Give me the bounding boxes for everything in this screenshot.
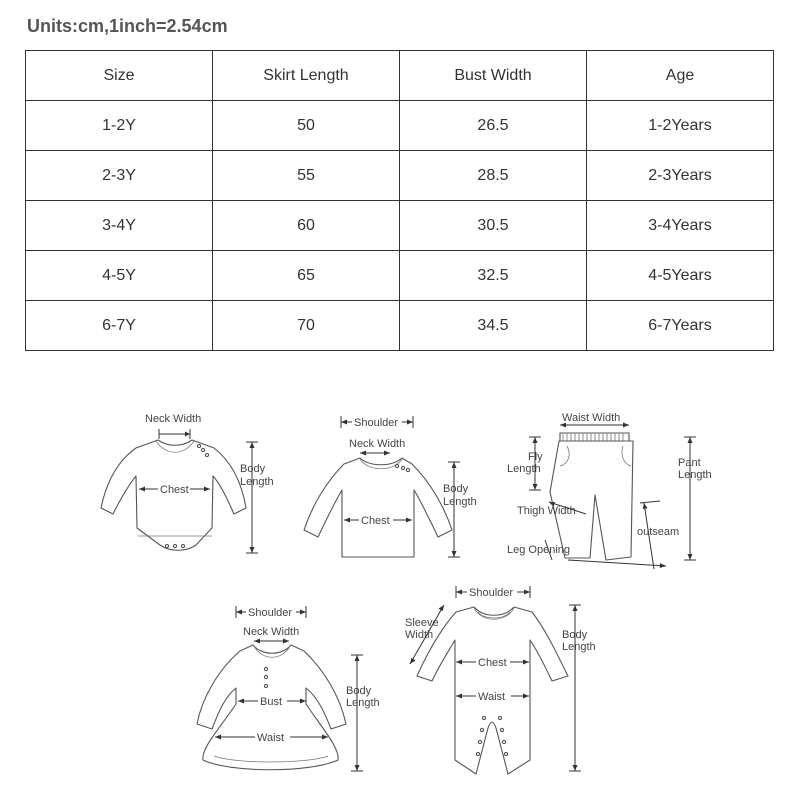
units-note: Units:cm,1inch=2.54cm [27,16,228,36]
table-header-row [26,51,774,101]
cell-age: 1-2Years [587,101,774,151]
cell-size: 3-4Y [26,201,213,251]
bodysuit-chest-label: Chest [160,484,189,496]
table-row [26,301,774,351]
bodysuit-diagram [101,413,274,553]
table-row [26,201,774,251]
pants-waist-width-label: Waist Width [562,412,621,424]
header-skirt-length: Skirt Length [213,51,400,101]
romper-shoulder-label: Shoulder [469,587,514,599]
top-outline [304,458,452,557]
romper-sleeve-width-label-2: Width [405,629,434,641]
romper-waist-label: Waist [478,691,506,703]
cell-skirt-length: 70 [213,301,400,351]
table-row [26,151,774,201]
cell-skirt-length: 65 [213,251,400,301]
cell-skirt-length: 60 [213,201,400,251]
table-row [26,251,774,301]
top-neck-width-label: Neck Width [349,438,406,450]
romper-chest-label: Chest [478,657,507,669]
pants-outseam-label: outseam [637,526,680,538]
cell-bust-width: 26.5 [400,101,587,151]
top-body-length-label-1: Body [443,483,469,495]
cell-age: 3-4Years [587,201,774,251]
cell-age: 2-3Years [587,151,774,201]
cell-size: 6-7Y [26,301,213,351]
dress-waist-label: Waist [257,732,285,744]
dress-body-length-label-2: Length [346,697,380,709]
table-row [26,101,774,151]
cell-skirt-length: 55 [213,151,400,201]
pants-fly-length-label-2: Length [507,463,541,475]
dress-shoulder-label: Shoulder [248,607,293,619]
header-bust-width: Bust Width [400,51,587,101]
pants-thigh-width-label: Thigh Width [517,505,576,517]
cell-bust-width: 34.5 [400,301,587,351]
cell-age: 4-5Years [587,251,774,301]
bodysuit-neck-width-label: Neck Width [145,413,202,425]
cell-bust-width: 30.5 [400,201,587,251]
cell-bust-width: 28.5 [400,151,587,201]
measurement-diagrams [0,400,800,800]
cell-skirt-length: 50 [213,101,400,151]
dress-neck-width-label: Neck Width [243,626,300,638]
romper-body-length-label-1: Body [562,629,588,641]
dress-body-length-label-1: Body [346,685,372,697]
top-body-length-label-2: Length [443,496,477,508]
bodysuit-body-length-label-1: Body [240,463,266,475]
top-chest-label: Chest [361,515,390,527]
pants-outline [550,441,633,560]
pants-leg-opening-label: Leg Opening [507,544,570,556]
cell-size: 2-3Y [26,151,213,201]
top-shoulder-label: Shoulder [354,417,399,429]
cell-size: 1-2Y [26,101,213,151]
romper-sleeve-width-label-1: Sleeve [405,617,439,629]
cell-size: 4-5Y [26,251,213,301]
size-chart-table [25,50,774,351]
bodysuit-body-length-label-2: Length [240,476,274,488]
dress-diagram [197,606,380,771]
dress-bust-label: Bust [260,696,283,708]
pants-diagram [507,412,712,569]
romper-diagram [405,586,596,774]
pants-fly-length-label-1: Fly [528,451,543,463]
header-size: Size [26,51,213,101]
header-age: Age [587,51,774,101]
cell-age: 6-7Years [587,301,774,351]
pants-pant-length-label-1: Pant [678,457,701,469]
top-diagram [304,416,477,557]
pants-pant-length-label-2: Length [678,469,712,481]
cell-bust-width: 32.5 [400,251,587,301]
romper-body-length-label-2: Length [562,641,596,653]
